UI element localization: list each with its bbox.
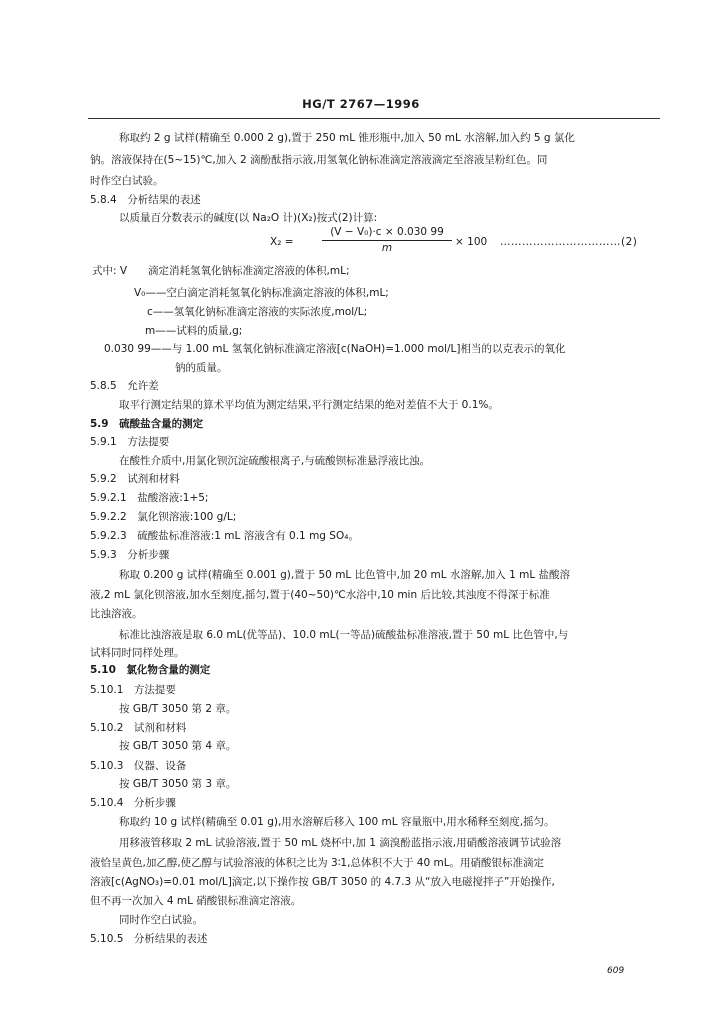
- formula-numerator: (V − V₀)·c × 0.030 99: [322, 227, 452, 241]
- section-heading-5-10-5: 5.10.5 分析结果的表述: [90, 933, 208, 945]
- section-heading-5-10-3: 5.10.3 仪器、设备: [90, 760, 187, 772]
- section-heading-5-10-4: 5.10.4 分析步骤: [90, 797, 176, 809]
- formula-number: ……………………………(2): [500, 236, 638, 248]
- where-line: 钠的质量。: [175, 362, 228, 374]
- section-heading-5-10-1: 5.10.1 方法提要: [90, 684, 176, 696]
- paragraph-line: 按 GB/T 3050 第 3 章。: [119, 778, 237, 790]
- paragraph-line: 称取约 10 g 试样(精确至 0.01 g),用水溶解后移入 100 mL 容量瓶中,用水稀释至刻度,摇匀。: [119, 816, 555, 828]
- paragraph-line: 溶液[c(AgNO₃)=0.01 mol/L]滴定,以下操作按 GB/T 3050 的 4.7.3 从“放入电磁搅拌子”开始操作,: [90, 876, 555, 888]
- where-line: V₀——空白滴定消耗氢氧化钠标准滴定溶液的体积,mL;: [134, 287, 389, 299]
- paragraph-line: 在酸性介质中,用氯化钡沉淀硫酸根离子,与硫酸钡标准悬浮液比浊。: [119, 455, 431, 467]
- formula-fraction: [322, 227, 452, 253]
- paragraph-line: 时作空白试验。: [90, 175, 164, 187]
- section-heading-5-10: 5.10 氯化物含量的测定: [90, 664, 211, 676]
- section-heading-5-9-3: 5.9.3 分析步骤: [90, 549, 170, 561]
- paragraph-line: 以质量百分数表示的碱度(以 Na₂O 计)(X₂)按式(2)计算:: [119, 212, 378, 224]
- paragraph-line: 液恰呈黄色,加乙醇,使乙醇与试验溶液的体积之比为 3∶1,总体积不大于 40 mL。用硝酸银标准滴定: [90, 857, 545, 869]
- where-line: m——试料的质量,g;: [145, 325, 243, 337]
- paragraph-line: 同时作空白试验。: [119, 914, 203, 926]
- section-heading-5-9-2-3: 5.9.2.3 硫酸盐标准溶液:1 mL 溶液含有 0.1 mg SO₄。: [90, 530, 359, 542]
- paragraph-line: 但不再一次加入 4 mL 硝酸银标准滴定溶液。: [90, 895, 302, 907]
- section-heading-5-10-2: 5.10.2 试剂和材料: [90, 722, 187, 734]
- paragraph-line: 比浊溶液。: [90, 608, 143, 620]
- paragraph-line: 取平行测定结果的算术平均值为测定结果,平行测定结果的绝对差值不大于 0.1%。: [119, 399, 499, 411]
- paragraph-line: 称取约 2 g 试样(精确至 0.000 2 g),置于 250 mL 锥形瓶中,加入 50 mL 水溶解,加入约 5 g 氯化: [119, 132, 575, 144]
- where-line: 式中: V 滴定消耗氢氧化钠标准滴定溶液的体积,mL;: [92, 265, 350, 277]
- paragraph-line: 按 GB/T 3050 第 2 章。: [119, 703, 237, 715]
- formula-multiplier: × 100: [455, 236, 488, 248]
- page-number: 609: [607, 966, 625, 976]
- section-heading-5-9-2: 5.9.2 试剂和材料: [90, 473, 180, 485]
- page-header-standard-number: HG/T 2767—1996: [302, 97, 420, 111]
- section-heading-5-9-2-1: 5.9.2.1 盐酸溶液:1+5;: [90, 492, 209, 504]
- formula-2: [270, 227, 670, 257]
- header-rule: [88, 118, 660, 119]
- paragraph-line: 钠。溶液保持在(5~15)℃,加入 2 滴酚酞指示液,用氢氧化钠标准滴定溶液滴定至溶液呈粉红色。同: [90, 154, 548, 166]
- paragraph-line: 称取 0.200 g 试样(精确至 0.001 g),置于 50 mL 比色管中,加 20 mL 水溶解,加入 1 mL 盐酸溶: [119, 569, 571, 581]
- section-heading-5-9: 5.9 硫酸盐含量的测定: [90, 418, 204, 430]
- where-line: c——氢氧化钠标准滴定溶液的实际浓度,mol/L;: [147, 306, 368, 318]
- paragraph-line: 试料同时同样处理。: [90, 647, 185, 659]
- section-heading-5-9-1: 5.9.1 方法提要: [90, 436, 170, 448]
- section-heading-5-8-4: 5.8.4 分析结果的表述: [90, 194, 201, 206]
- formula-denominator: m: [381, 241, 393, 254]
- formula-lhs: X₂ =: [270, 236, 294, 248]
- where-line: 0.030 99——与 1.00 mL 氢氧化钠标准滴定溶液[c(NaOH)=1.000 mol/L]相当的以克表示的氧化: [104, 343, 566, 355]
- paragraph-line: 按 GB/T 3050 第 4 章。: [119, 740, 237, 752]
- section-heading-5-9-2-2: 5.9.2.2 氯化钡溶液:100 g/L;: [90, 511, 237, 523]
- paragraph-line: 标准比浊溶液是取 6.0 mL(优等品)、10.0 mL(一等品)硫酸盐标准溶液,置于 50 mL 比色管中,与: [119, 629, 569, 641]
- paragraph-line: 液,2 mL 氯化钡溶液,加水至刻度,摇匀,置于(40~50)℃水浴中,10 min 后比较,其浊度不得深于标准: [90, 589, 550, 601]
- paragraph-line: 用移液管移取 2 mL 试验溶液,置于 50 mL 烧杯中,加 1 滴溴酚蓝指示液,用硝酸溶液调节试验溶: [119, 837, 562, 849]
- section-heading-5-8-5: 5.8.5 允许差: [90, 380, 159, 392]
